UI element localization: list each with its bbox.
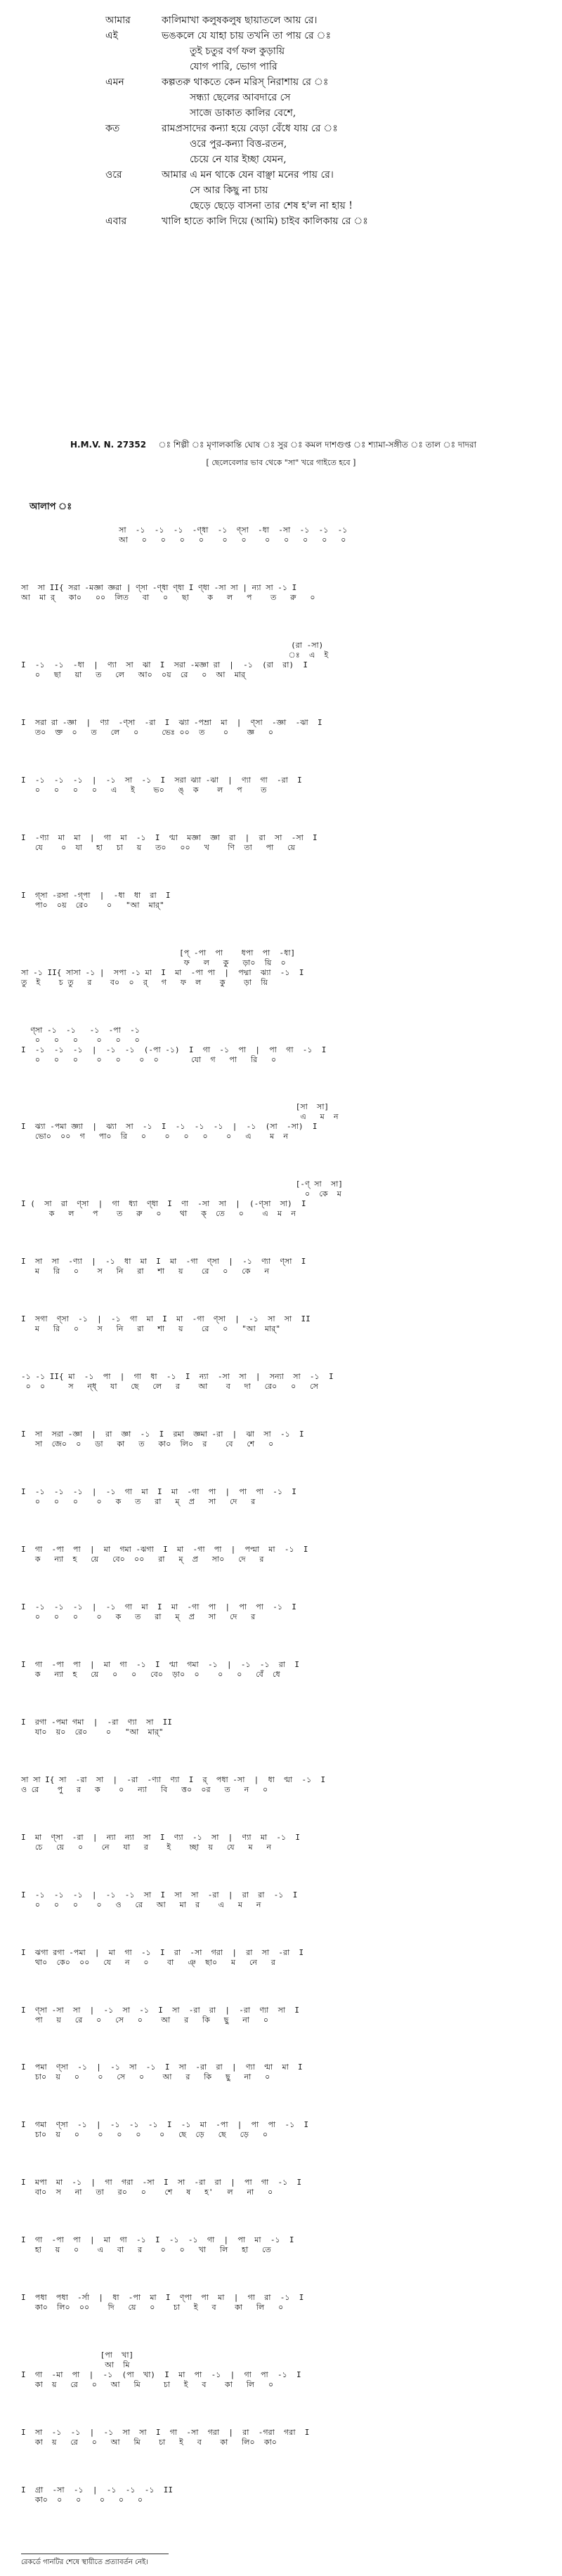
notation-line: যা০ য়০ রে০ ০ "আ মা‍র্" xyxy=(21,1727,164,1737)
lyrics-block xyxy=(105,13,499,229)
notation-line: ০ ছা য়া ত লে আ০ ০য় রে ০ আ মা‍র্‌ xyxy=(34,669,246,679)
lyric-text: তুই চতুর বর্গ ফল কুড়ায়ি xyxy=(190,46,285,57)
notation-line: I -১ -১ -১ | -১ -১ সা I সা সা -রা | রা রা -১ I xyxy=(21,1890,298,1900)
lyric-line xyxy=(105,121,499,136)
notation-line: সা জে০ ০ ডা কা ত কা০ লি০ র বে শে ০ xyxy=(21,1439,274,1449)
notation-line: আ মা ‍র্‌ কা০ ০০ লিত বা ০ ছা ক ল প ত রু ০ xyxy=(21,592,315,602)
notation-line: ০ ০ ০ ০ এ ই ভ০ ঙ্‌ ক ল প ত xyxy=(21,785,267,795)
lyric-prefix xyxy=(105,152,162,167)
notation-line: I ঝগা রগা -পমা | মা গা -১ I রা -সা গরা | রা সা -রা I xyxy=(21,1947,304,1957)
notation-line: ম রি ০ স নি রা শা য় রে ০ "আ মা‍র্" xyxy=(21,1324,280,1334)
lyric-prefix: এই xyxy=(105,30,118,41)
notation-block xyxy=(21,1602,541,1622)
notation-line: I গা -পা পা | মা গা -১ I ণ্মা গমা -১ | -১ -১ রা I xyxy=(21,1659,299,1669)
notation-line: পা০ ০য় রে০ ০ "আ মা‍র্" xyxy=(21,900,164,910)
notation-line: (রা -সা) xyxy=(21,640,324,650)
notation-block xyxy=(21,776,541,795)
lyric-text: আমার এ মন থাকে যেন বাঞ্ছা মনের পায় রে। xyxy=(162,169,334,181)
notation-block xyxy=(21,2062,541,2082)
notation-line: I ( সা রা ণ্সা | গা ধ্যা ণ্ধা I ণা -সা সা | (-ণ্সা সা) I xyxy=(21,1199,306,1209)
notation-line: I মপা মা -১ | গা গরা -সা I সা -রা রা | পা গা -১ I xyxy=(21,2178,302,2188)
notation-line: I -১ -১ -১ | -১ সা -১ I সরা ঝ্যা -ঝা | ণ্যা গা -রা I xyxy=(21,775,302,785)
lyric-prefix xyxy=(105,59,162,74)
notation-block xyxy=(21,1314,541,1334)
notation-block xyxy=(21,641,541,680)
lyric-line xyxy=(105,167,499,183)
lyric-text: সন্ধ্যা ছেলের আবদারে সে xyxy=(190,92,291,103)
notation-line: I সা সরা -জ্ঞা | রা জ্ঞা -১ I রমা জ্ঞমা -রা | ঝা সা -১ I xyxy=(21,1430,304,1439)
notation-line: ঃ এ ই xyxy=(21,650,329,660)
lyric-text: যোগ পারি, ভোগ পারি xyxy=(190,61,277,72)
lyric-prefix: আমার xyxy=(105,15,131,26)
credit-line: ঃ শিল্পী ঃ মৃণালকান্তি ঘোষ ঃ সুর ঃ কমল দাশগুপ্ত ঃ শ্যামা-সঙ্গীত ঃ তাল ঃ দাদরা xyxy=(171,440,477,450)
notation-block xyxy=(21,1487,541,1507)
notation-block xyxy=(21,1257,541,1276)
notation-line: ও রে পু র ক ০ ন্যা বি ত্ত০ ০র ত ন ০ xyxy=(21,1784,268,1794)
notation-line: ০ ০ ০ ০ ০ ০ xyxy=(21,1035,140,1045)
notation-block xyxy=(21,1430,541,1449)
lyric-prefix xyxy=(105,136,162,152)
notation-line: কা০ লি০ ০০ দি য়ে ০ চা ই ব কা লি ০ xyxy=(21,2303,284,2313)
notation-line: I রগা -পমা গমা | -রা ণ্যা সা II xyxy=(21,1717,172,1727)
lyric-text: রামপ্রসাদের কন্যা হয়ে বেড়া বেঁধে যায় রে ঃ xyxy=(162,123,338,134)
notation-line: আ মি xyxy=(21,2360,130,2370)
notation-line: [সা সা] xyxy=(21,1102,329,1112)
notation-block xyxy=(21,1102,541,1142)
record-number: H.M.V. N. 27352 xyxy=(70,440,147,450)
notation-block xyxy=(21,833,541,853)
notation-line: [পা খা] xyxy=(21,2351,134,2360)
lyric-text: সে আর কিছু না চায় xyxy=(190,185,268,196)
notation-line: -১ -১ II{ মা -১ পা | গা ধা -১ I ন্যা -সা সা | সন্যা সা -১ I xyxy=(21,1372,334,1382)
notation-block xyxy=(21,1372,541,1392)
lyric-line xyxy=(105,214,499,229)
notation-line: I ঝ্যা -পমা জ্ঞ্যা | ঝ্যা সা -১ I -১ -১ -১ | -১ (সা -সা) I xyxy=(21,1122,318,1132)
notation-line: ক ল প ত রু ০ থা ক্‌ তে ০ এ ম ন xyxy=(21,1209,296,1219)
notation-line: কা০ ০ ০ ০ ০ ০ xyxy=(21,2495,143,2504)
notation-block xyxy=(21,2293,541,2313)
lyric-text: চেয়ে নে যার ইচ্ছা যেমন, xyxy=(190,154,287,165)
lyric-line xyxy=(105,136,499,152)
notation-block xyxy=(21,2006,541,2025)
notation-line: এ ম ন xyxy=(21,1112,339,1122)
notation-line: ক ন্যা হ য়ে বে০ ০০ রা ম্‌ প্র সা০ দে র xyxy=(21,1555,264,1564)
lyric-prefix xyxy=(105,183,162,198)
notation-line: চা০ য় ০ ০ সে ০ আ র কি ছু না ০ xyxy=(21,2072,270,2082)
lyric-prefix: এমন xyxy=(105,77,124,88)
notation-line: I -১ -১ -১ | -১ গা মা I মা -গা পা | পা পা -১ I xyxy=(21,1487,296,1497)
lyric-line xyxy=(105,28,499,44)
notation-line: সা -১ -১ -১ -ণ্ধা -১ ণ্সা -ধা -সা -১ -১ -১ xyxy=(21,525,348,535)
notation-line: I -১ -১ -ধা | ণ্যা সা ঝা I সরা -মজ্ঞা রা | -১ (রা রা) I xyxy=(21,660,308,669)
notation-block xyxy=(21,2235,541,2255)
notation-line: কা য় রে ০ আ মি চা ই ব কা লি ০ xyxy=(21,2380,274,2390)
notation-block xyxy=(21,1948,541,1968)
notation-line: ফ ল কু ড়া০ য়ি ০ xyxy=(21,957,286,967)
notation-line: তু ই চ তু র ব০ ০ র্‌ গ ফ ল কু ড়া য়ি xyxy=(21,977,268,987)
lyric-line xyxy=(105,74,499,90)
notation-line: সা সা I{ সা -রা সা | -রা -ণ্যা ণ্যা I র্‌ পধা -সা | ধা ণ্মা -১ I xyxy=(21,1774,326,1784)
notation-line: ০ ০ ০ ০ ও রে আ মা র এ ম ন xyxy=(21,1900,261,1909)
notation-line: ণ্সা -১ -১ -১ -পা -১ xyxy=(21,1025,140,1035)
notation-block xyxy=(21,1718,541,1737)
notation-line: কা য় রে ০ আ মি চা ই ব কা লি০ কা০ xyxy=(21,2438,277,2447)
lyric-line xyxy=(105,105,499,121)
notation-block xyxy=(21,891,541,910)
lyric-line xyxy=(105,90,499,105)
notation-line: I গা -পা পা | মা গমা -ঝগা I মা -গা পা | পপ্মা মা -১ I xyxy=(21,1545,308,1554)
notation-line: I মা ণ্সা -রা | ন্যা ন্যা সা I ণ্যা -১ সা | ণ্যা মা -১ I xyxy=(21,1832,300,1842)
notation-line: চে য়ে ০ নে যা র ই চ্ছা য় যে ম ন xyxy=(21,1842,272,1852)
notation-line: পা য় রে ০ সে ০ আ র কি ছু না ০ xyxy=(21,2015,269,2025)
lyric-text: ওরে পুর-কন্যা বিত্ত-রতন, xyxy=(190,138,287,150)
notation-line: বা০ স না তা র০ ০ শে ষ হ' ল না ০ xyxy=(21,2188,273,2197)
lyric-text: কল্পতরু থাকতে কেন মরিস্ নিরাশায় রে ঃ xyxy=(162,77,329,88)
notation-block xyxy=(21,948,541,988)
lyric-line xyxy=(105,198,499,214)
notation-line: থা০ কে০ ০০ যে ন ০ বা ঞ্‌ ছা০ ম নে র xyxy=(21,1957,275,1967)
alap-label: আলাপ ঃ xyxy=(30,502,72,512)
notation-line: ০ ০ স ন্ধ্‌ যা ছে লে র আ ব দা রে০ ০ সে xyxy=(21,1382,318,1392)
lyric-prefix: ওরে xyxy=(105,169,122,181)
notation-line: I ণ্সা -সা সা | -১ সা -১ I সা -রা রা | -রা ণ্যা সা I xyxy=(21,2005,299,2015)
notation-block xyxy=(21,718,541,738)
lyric-prefix: কত xyxy=(105,123,120,134)
lyric-text: কালিমাখা কলুষকলুষ ছায়াতলে আয় রে। xyxy=(162,15,318,26)
lyric-line xyxy=(105,152,499,167)
notation-line: ০ ০ ০ ০ ক ত রা ম্‌ প্র সা দে র xyxy=(21,1611,256,1621)
lyric-line xyxy=(105,13,499,28)
notation-line: I সা -১ -১ | -১ সা সা I গা -সা গরা | রা -গরা গরা I xyxy=(21,2428,310,2438)
notation-line: যে ০ যা হা চা য় ত০ ০০ খ ণি তা পা য়ে xyxy=(21,842,296,852)
notation-line: আ ০ ০ ০ ০ ০ ০ ০ ০ ০ ০ ০ xyxy=(21,535,346,544)
notation-block xyxy=(21,1833,541,1852)
lyric-line xyxy=(105,44,499,59)
notation-line: ক ন্যা হ য়ে ০ ০ বে০ ড়া০ ০ ০ ০ বেঁ ধে xyxy=(21,1669,280,1679)
notation-line: I গ্‌সা -রসা -গ্‌পা | -ধা ধা রা I xyxy=(21,890,171,900)
notation-block xyxy=(21,583,541,603)
notation-block xyxy=(21,1660,541,1680)
notation-block xyxy=(21,2485,541,2505)
notation-block xyxy=(21,1545,541,1564)
notation-line: I গা -মা পা | -১ (পা খা) I মা পা -১ | গা পা -১ I xyxy=(21,2370,301,2380)
notation-line: ০ ০ ০ ০ ০ ০ ০ যো গ পা রি ০ xyxy=(21,1054,277,1064)
notation-line: হা য় ০ এ বা র ০ ০ খা লি হা তে xyxy=(21,2245,271,2255)
footnote: রেকর্ডে গানটির শেষে স্থায়ীতে প্রত্যাবর্তন নেই। xyxy=(21,2558,148,2566)
notation-line: ০ কে ম xyxy=(21,1189,341,1199)
notation-line: I গা -পা পা | মা গা -১ I -১ -১ গা | পা মা -১ I xyxy=(21,2235,294,2245)
lyric-prefix: এবার xyxy=(105,216,127,227)
notation-line: [প্‌ -পা পা ধপা পা -ধা] xyxy=(21,948,296,957)
notation-line: I সা সা -ণ্যা | -১ ধা মা I মা -গা ণ্সা | -১ ণ্যা ণ্সা I xyxy=(21,1257,306,1267)
notation-line: ম রি ০ স নি রা শা য় রে ০ কে ন xyxy=(21,1267,269,1276)
notation-block xyxy=(21,1179,541,1219)
notation-block xyxy=(21,2120,541,2140)
notation-line: সা -১ II{ সাসা -১ | সপা -১ মা I মা -পা পা | পদ্মা ঝ্যা -১ I xyxy=(21,967,304,977)
notation-block xyxy=(21,1890,541,1910)
notation-block xyxy=(21,2178,541,2197)
notation-line: I গমা ণ্সা -১ | -১ -১ -১ I -১ মা -পা | পা পা -১ I xyxy=(21,2120,309,2130)
notation-block xyxy=(21,525,541,545)
notation-block xyxy=(21,2428,541,2447)
singing-instruction: [ ছেলেবেলার ভাব থেকে "সা" খরে গাইতে হবে ] xyxy=(206,458,356,467)
notation-line: চা০ য় ০ ০ ০ ০ ০ ছে ড়ে ছে ড়ে ০ xyxy=(21,2130,268,2140)
lyric-text: খালি হাতে কালি দিয়ে (আমি) চাইব কালিকায় রে ঃ xyxy=(162,216,368,227)
lyric-prefix xyxy=(105,90,162,105)
notation-line: I পমা ণ্সা -১ | -১ সা -১ I সা -রা রা | ণ্যা ণ্মা মা I xyxy=(21,2062,303,2072)
notation-line: ত০ ক্ত ০ ত লে ০ ভেঃ ০০ ত ০ জ্ঞ ০ xyxy=(21,727,274,737)
notation-line: I গ্রা -সা -১ | -১ -১ -১ II xyxy=(21,2485,174,2495)
notation-line: I সরা রা -জ্ঞা | ণ্যা -ণ্সা -রা I ঝ্যা -পম্রা মা | ণ্সা -জ্ঞা -ঝা I xyxy=(21,717,322,727)
swaralipi-notation xyxy=(21,525,541,2543)
lyric-text: ভঙকলে যে যাহা চায় তখনি তা পায় রে ঃ xyxy=(162,30,332,41)
notation-line: সা সা II{ সরা -মজ্ঞা জ্ঞরা | ণ্সা -ণ্ধা ণ্ধা I ণ্ধা -সা সা | ন্যা সা -১ I xyxy=(21,582,297,592)
lyric-prefix xyxy=(105,44,162,59)
notation-line: I -১ -১ -১ | -১ গা মা I মা -গা পা | পা পা -১ I xyxy=(21,1602,296,1611)
notation-line: [-ণ্ সা সা] xyxy=(21,1179,344,1189)
notation-block xyxy=(21,1026,541,1065)
notation-line: I সগা ণ্সা -১ | -১ গা মা I মা -গা ণ্সা | -১ সা সা II xyxy=(21,1314,311,1324)
notation-line: I -১ -১ -১ | -১ -১ (-পা -১) I গা -১ পা | পা গা -১ I xyxy=(21,1045,327,1054)
notation-line: I -ণ্যা মা মা | গা মা -১ I ণ্মা মজ্ঞা জ্ঞা রা | রা সা -সা I xyxy=(21,832,318,842)
lyric-line xyxy=(105,183,499,198)
notation-block xyxy=(21,1775,541,1795)
notation-line: ভো০ ০০ গ পা০ রি ০ ০ ০ ০ ০ এ ম ন xyxy=(21,1132,288,1142)
lyric-prefix xyxy=(105,198,162,214)
song-credits xyxy=(70,439,548,453)
lyric-line xyxy=(105,59,499,74)
notation-line: ০ ০ ০ ০ ক ত রা ম্‌ প্র সা দে র xyxy=(21,1497,256,1507)
lyric-text: ছেড়ে ছেড়ে বাসনা তার শেষ হ'ল না হায় ! xyxy=(190,200,353,211)
notation-block xyxy=(21,2351,541,2390)
notation-line: I পধা পধা -র্সা | ধা -পা মা I ণ্পা পা মা | গা রা -১ I xyxy=(21,2293,304,2303)
lyric-text: সাজে ডাকাত কালির বেশে, xyxy=(190,107,296,119)
lyric-prefix xyxy=(105,105,162,121)
